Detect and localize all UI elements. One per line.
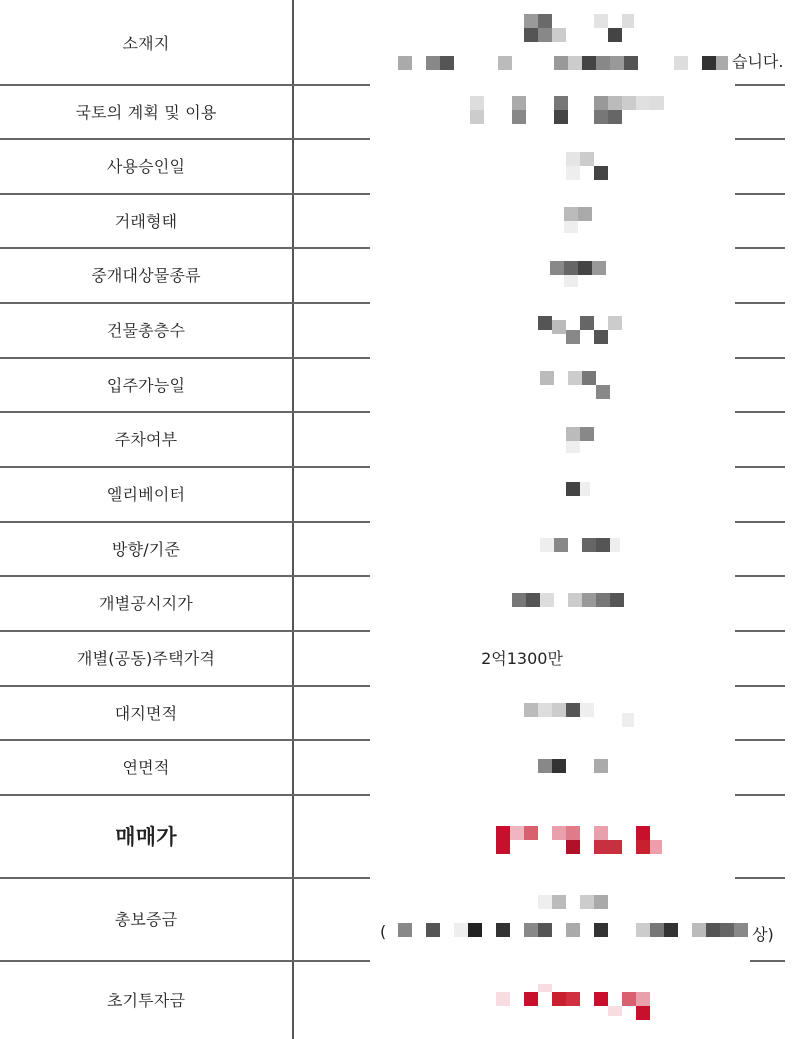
- table-row: [0, 877, 800, 960]
- table-row: [0, 575, 800, 630]
- table-row: [0, 0, 800, 84]
- row-label: 건물총층수: [106, 321, 186, 340]
- row-label: 중개대상물종류: [91, 266, 201, 285]
- row-label: 방향/기준: [111, 539, 181, 559]
- table-row: [0, 193, 800, 247]
- table-row: [0, 739, 800, 794]
- table-row: [0, 630, 800, 685]
- row-label: 연면적: [122, 758, 170, 777]
- row-label: 총보증금: [114, 910, 178, 929]
- table-row: [0, 521, 800, 575]
- table-row: [0, 960, 800, 1039]
- table-row: [0, 466, 800, 521]
- row-label: 초기투자금: [106, 991, 186, 1010]
- row-label: 대지면적: [114, 703, 178, 723]
- table-row: [0, 138, 800, 193]
- table-row: [0, 84, 800, 138]
- table-row: [0, 247, 800, 302]
- row-label: 입주가능일: [106, 375, 186, 395]
- open-paren: (: [380, 922, 387, 941]
- row-label: 사용승인일: [106, 157, 186, 176]
- row-label: 개별(공동)주택가격: [76, 649, 216, 668]
- table-row: [0, 794, 800, 877]
- row-label: 거래형태: [114, 211, 178, 231]
- table-row: [0, 357, 800, 411]
- table-row: [0, 685, 800, 739]
- value-tail-text: 습니다.: [732, 52, 784, 71]
- row-value: 2억1300만: [481, 649, 563, 668]
- table-row: [0, 302, 800, 357]
- table-row: [0, 411, 800, 466]
- row-label: 엘리베이터: [106, 485, 186, 504]
- row-label: 소재지: [122, 33, 170, 53]
- row-label: 매매가: [115, 824, 177, 849]
- row-label: 주차여부: [114, 430, 178, 449]
- value-tail-text: 상): [752, 925, 774, 944]
- row-label: 국토의 계획 및 이용: [75, 102, 217, 122]
- row-label: 개별공시지가: [99, 594, 193, 613]
